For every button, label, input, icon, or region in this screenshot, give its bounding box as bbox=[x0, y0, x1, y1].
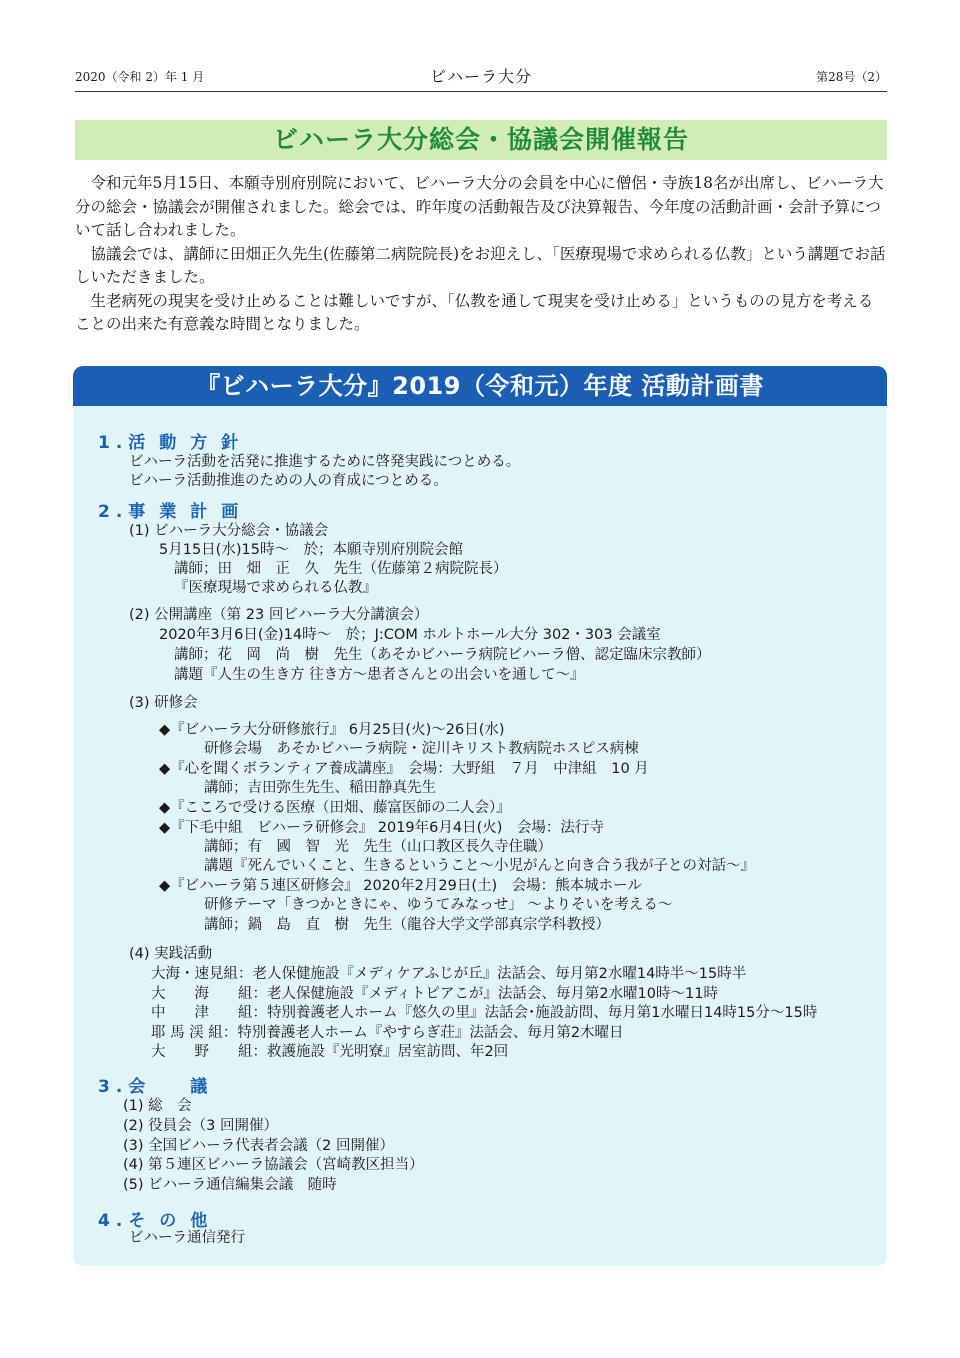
seminar-line: 講師；鍋 島 直 樹 先生（龍谷大学文学部真宗学科教授） bbox=[204, 917, 610, 933]
project-2-date: 2020年3月6日(金)14時～ 於；J:COM ホルトホール大分 302・303 会議室 bbox=[159, 627, 661, 643]
project-1-topic: 『医療現場で求められる仏教』 bbox=[174, 580, 377, 596]
meeting-line: (5) ビハーラ通信編集会議 随時 bbox=[123, 1177, 337, 1193]
seminar-line: ◆『こころで受ける医療（田畑、藤富医師の二人会）』 bbox=[159, 800, 511, 816]
seminar-line: 講師；吉田弥生先生、稲田静真先生 bbox=[204, 780, 436, 796]
section-title-projects: 2.事業計画 bbox=[98, 502, 253, 522]
project-1-heading: (1) ビハーラ大分総会・協議会 bbox=[129, 523, 329, 539]
section-title-other: 4.その他 bbox=[98, 1211, 222, 1231]
project-3-heading: (3) 研修会 bbox=[129, 695, 198, 711]
policy-line: ビハーラ活動推進のための人の育成につとめる。 bbox=[129, 473, 448, 489]
seminar-line: 研修テーマ「きつかときにゃ、ゆうてみなっせ」 ～よりそいを考える～ bbox=[204, 897, 673, 913]
practice-line: 中 津 組：特別養護老人ホーム『悠久の里』法話会･施設訪問、毎月第1水曜日14時15分～15時 bbox=[151, 1005, 818, 1021]
seminar-line: 研修会場 あそかビハーラ病院・淀川キリスト教病院ホスピス病棟 bbox=[204, 741, 639, 757]
seminar-line: ◆『下毛中組 ビハーラ研修会』 2019年6月4日(火) 会場：法行寺 bbox=[159, 820, 604, 836]
section-title-policy: 1.活動方針 bbox=[98, 433, 253, 453]
project-2-heading: (2) 公開講座（第 23 回ビハーラ大分講演会） bbox=[129, 607, 429, 623]
policy-line: ビハーラ活動を活発に推進するために啓発実践につとめる。 bbox=[129, 454, 521, 470]
meeting-line: (1) 総 会 bbox=[123, 1098, 192, 1114]
section-title-meetings: 3.会 議 bbox=[98, 1077, 222, 1097]
activity-plan-title: 『ビハーラ大分』2019（令和元）年度 活動計画書 bbox=[73, 366, 887, 406]
seminar-line: ◆『心を聞くボランティア養成講座』 会場：大野組 ７月 中津組 10 月 bbox=[159, 761, 649, 777]
practice-line: 大 野 組：救護施設『光明寮』居室訪問、年2回 bbox=[151, 1044, 509, 1060]
page-header bbox=[75, 62, 887, 92]
publication-date: 2020（令和 2）年 1 月 bbox=[75, 70, 205, 84]
meeting-line: (3) 全国ビハーラ代表者会議（2 回開催） bbox=[123, 1138, 394, 1154]
project-2-lecturer: 講師；花 岡 尚 樹 先生（あそかビハーラ病院ビハーラ僧、認定臨床宗教師） bbox=[174, 647, 711, 663]
report-paragraph: 生老病死の現実を受け止めることは難しいですが、「仏教を通して現実を受け止める」というものの見方を考えることの出来た有意義な時間となりました。 bbox=[75, 291, 874, 333]
seminar-line: ◆『ビハーラ第５連区研修会』 2020年2月29日(土) 会場：熊本城ホール bbox=[159, 878, 642, 894]
project-1-lecturer: 講師；田 畑 正 久 先生（佐藤第２病院院長） bbox=[174, 561, 508, 577]
seminar-line: 講題『死んでいくこと、生きるということ～小児がんと向き合う我が子との対話～』 bbox=[204, 858, 755, 874]
project-1-date: 5月15日(水)15時～ 於；本願寺別府別院会館 bbox=[159, 542, 463, 558]
project-2-topic: 講題『人生の生き方 往き方～患者さんとの出会いを通して～』 bbox=[174, 667, 585, 683]
seminar-line: ◆『ビハーラ大分研修旅行』 6月25日(火)～26日(水) bbox=[159, 722, 505, 738]
publication-name: ビハーラ大分 bbox=[429, 67, 532, 86]
meeting-line: (2) 役員会（3 回開催） bbox=[123, 1118, 278, 1134]
practice-line: 耶 馬 渓 組：特別養護老人ホーム『やすらぎ荘』法話会、毎月第2木曜日 bbox=[151, 1025, 624, 1041]
report-title: ビハーラ大分総会・協議会開催報告 bbox=[75, 120, 887, 160]
other-line: ビハーラ通信発行 bbox=[129, 1230, 245, 1246]
practice-line: 大 海 組：老人保健施設『メディトピアこが』法話会、毎月第2水曜10時～11時 bbox=[151, 986, 718, 1002]
report-paragraph: 協議会では、講師に田畑正久先生(佐藤第二病院院長)をお迎えし、「医療現場で求められる仏教」という講題でお話しいただきました。 bbox=[75, 244, 886, 286]
practice-line: 大海・速見組：老人保健施設『メディケアふじが丘』法話会、毎月第2水曜14時半～15時半 bbox=[151, 966, 747, 982]
project-4-heading: (4) 実践活動 bbox=[129, 946, 213, 962]
issue-number: 第28号（2） bbox=[816, 70, 887, 84]
report-body bbox=[75, 172, 887, 337]
seminar-line: 講師；有 國 智 光 先生（山口教区長久寺住職） bbox=[204, 839, 552, 855]
report-paragraph: 令和元年5月15日、本願寺別府別院において、ビハーラ大分の会員を中心に僧侶・寺族18名が出席し、ビハーラ大分の総会・協議会が開催されました。総会では、昨年度の活動報告及び決算報告、今年度の活動計画・会計予算について話し合われました。 bbox=[75, 174, 884, 239]
activity-plan-panel bbox=[73, 366, 887, 1266]
meeting-line: (4) 第５連区ビハーラ協議会（宮崎教区担当） bbox=[123, 1157, 424, 1173]
